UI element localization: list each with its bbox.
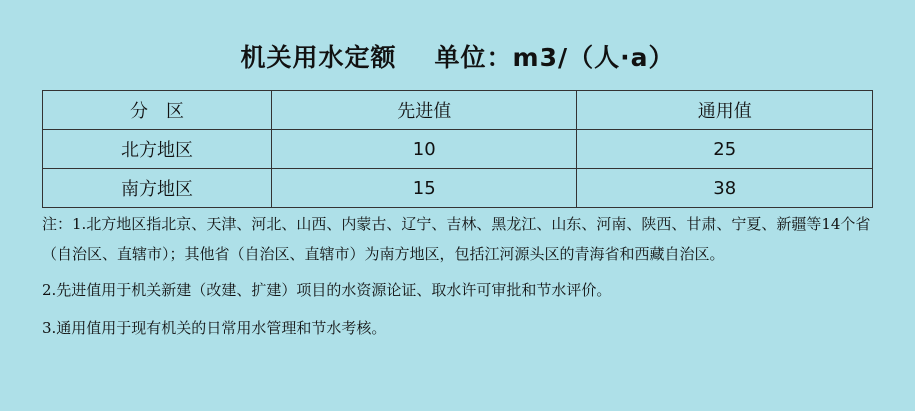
header-advanced-value: 先进值: [271, 91, 576, 130]
quota-table: [42, 90, 873, 208]
cell-general-value: 25: [577, 130, 873, 169]
note-3: 3.通用值用于现有机关的日常用水管理和节水考核。: [42, 319, 387, 337]
note-2: 2.先进值用于机关新建（改建、扩建）项目的水资源论证、取水许可审批和节水评价。: [42, 281, 612, 299]
title-text: 机关用水定额: [240, 43, 397, 72]
page-title: [0, 38, 915, 74]
cell-advanced-value: 15: [271, 169, 576, 208]
table-row: [43, 169, 873, 208]
note-1: 注：1.北方地区指北京、天津、河北、山西、内蒙古、辽宁、吉林、黑龙江、山东、河南、陕西、甘肃、宁夏、新疆等14个省（自治区、直辖市）；其他省（自治区、直辖市）为南方地区，包括江河源头区的青海省和西藏自治区。: [42, 215, 871, 263]
header-region: 分 区: [43, 91, 272, 130]
cell-region: 北方地区: [43, 130, 272, 169]
cell-general-value: 38: [577, 169, 873, 208]
table-row: [43, 130, 873, 169]
header-general-value: 通用值: [577, 91, 873, 130]
notes-section: [42, 209, 892, 343]
table-header-row: [43, 91, 873, 130]
cell-region: 南方地区: [43, 169, 272, 208]
cell-advanced-value: 10: [271, 130, 576, 169]
unit-text: 单位：m3/（人·a）: [434, 43, 675, 72]
